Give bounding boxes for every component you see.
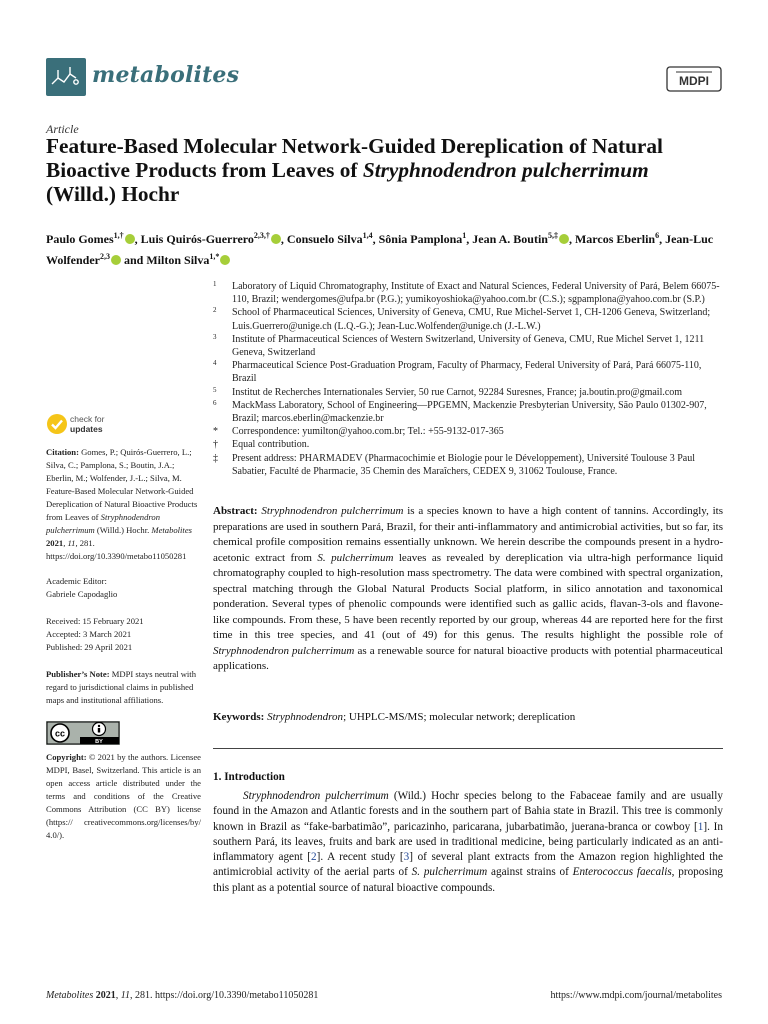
intro-text1: (Wild.) Hochr species belong to the Fabaceae family and are usually found in the Amazon and Atlantic forests and in the southern part of Bahia state in Brazil. This tree is commonly known in Brazil as “fake-barbatimão”, paricazinho, paricarana, jubarbatimão, juerana-branca or cowboy [ — [213, 790, 723, 833]
copyright-text: © 2021 by the authors. Licensee MDPI, Basel, Switzerland. This article is an open access article distributed under the terms and conditions of the Creative Commons Attribution (CC BY) license (https:// creativecommons.org/licenses/by/ 4.0/). — [46, 752, 201, 840]
mdpi-logo-icon — [666, 66, 722, 92]
abstract-label: Abstract: — [213, 505, 258, 517]
author-name: Paulo Gomes — [46, 232, 114, 246]
intro-text5: against strains of — [487, 866, 573, 879]
orcid-icon[interactable] — [220, 255, 230, 265]
cc-label: BY — [95, 739, 103, 745]
citation-species: Stryphnodendron pulcherrimum — [46, 512, 161, 535]
footer-year: 2021 — [93, 990, 116, 1001]
author-affiliation-marker: 1,† — [113, 231, 124, 240]
check-line1: check for — [70, 414, 105, 424]
keywords-label: Keywords: — [213, 711, 265, 723]
affiliation-text: Present address: PHARMADEV (Pharmacochimie et Biologie pour le Développement), Université Toulouse 3 Paul Sabatier, Faculté de Pharmacie, 35 Chemin des Maraîchers, CEDEX 9, 31062 Toulouse, France. — [232, 452, 696, 477]
footer-journal-url[interactable]: https://www.mdpi.com/journal/metabolites — [550, 990, 722, 1001]
introduction-paragraph — [213, 789, 723, 896]
author-separator: , — [134, 232, 141, 246]
affiliation-text: Correspondence: yumilton@yahoo.com.br; Tel.: +55-9132-017-365 — [232, 426, 504, 438]
abstract-text1: is a species known to have a high content of tannins. Accordingly, its preparations are used in southern Pará, Brazil, for their anti-inflammatory and antimicrobial activities, but so far, its chemical profile composition remains essentially unknown. We herein describe the compounds present in a hydro-acetonic extract from — [213, 505, 724, 564]
citation-text2: (Willd.) Hochr. — [94, 525, 152, 535]
author-separator: , — [568, 232, 575, 246]
affiliation-item — [213, 438, 723, 451]
affiliation-item — [213, 425, 723, 438]
citation-text1: Gomes, P.; Quirós-Guerrero, L.; Silva, C.; Pamplona, S.; Boutin, J.A.; Eberlin, M.; Wolfender, J.-L.; Silva, M. Feature-Based Molecular Network-Guided Dereplication of Natural Bioactive Products from Leaves of — [46, 447, 198, 522]
article-type: Article — [46, 122, 79, 136]
check-updates-text — [70, 414, 105, 434]
author-affiliation-marker: 5,‡ — [547, 231, 558, 240]
author-affiliation-marker: 2,3,† — [253, 231, 270, 240]
author-separator: , — [659, 232, 666, 246]
orcid-icon[interactable] — [125, 234, 135, 244]
received-date: Received: 15 February 2021 — [46, 616, 144, 626]
section-divider — [213, 748, 723, 749]
citation — [46, 446, 201, 563]
affiliation-marker: 4 — [213, 359, 217, 368]
page-header — [46, 58, 722, 102]
abstract-species3: Stryphnodendron pulcherrimum — [213, 644, 355, 657]
author-affiliation-marker: 1 — [462, 231, 467, 240]
ref-link-1[interactable]: 1 — [697, 820, 704, 833]
affiliation-marker: 1 — [213, 280, 217, 288]
author-separator: and — [121, 253, 147, 267]
keywords — [213, 710, 723, 725]
footer-journal: Metabolites — [46, 990, 94, 1001]
author-name: Consuelo Silva — [286, 232, 363, 246]
check-for-updates-badge[interactable] — [46, 410, 201, 440]
editor-label: Academic Editor: — [46, 576, 107, 586]
citation-year: 2021 — [46, 538, 64, 548]
accepted-date: Accepted: 3 March 2021 — [46, 629, 132, 639]
author-name: Jean-Luc Wolfender — [46, 232, 714, 267]
abstract — [213, 504, 723, 675]
affiliation-marker: 3 — [213, 332, 217, 341]
author-name: Marcos Eberlin — [574, 232, 656, 246]
abstract-text3: as a renewable source for natural bioactive products with potential pharmaceutical applications. — [213, 644, 723, 672]
affiliation-item — [213, 306, 723, 332]
journal-logo-icon — [46, 58, 86, 96]
affiliation-marker: † — [213, 439, 218, 451]
intro-species3: Enterococcus faecalis — [572, 866, 672, 879]
citation-label: Citation: — [46, 447, 79, 457]
note-label: Publisher’s Note: — [46, 669, 110, 679]
affiliation-item — [213, 386, 723, 399]
affiliation-marker: 5 — [213, 385, 217, 394]
orcid-icon[interactable] — [559, 234, 569, 244]
introduction-heading: 1. Introduction — [213, 771, 285, 783]
affiliation-item — [213, 359, 723, 385]
author-separator: , — [372, 232, 379, 246]
citation-text3[interactable]: , 281. https://doi.org/10.3390/metabo11050281 — [46, 538, 187, 561]
affiliation-text: MackMass Laboratory, School of Engineering—PPGEMN, Mackenzie Presbyterian University, São Paulo 01302-907, Brazil; marcos.eberlin@mackenzie.br — [232, 399, 707, 425]
author-separator: , — [280, 232, 287, 246]
author-name: Sônia Pamplona — [378, 232, 463, 246]
affiliation-text: School of Pharmaceutical Sciences, University of Geneva, CMU, Rue Michel-Servet 1, CH-1206 Geneva, Switzerland; Luis.Guerrero@unige.ch (L.Q.-G.); Jean-Luc.Wolfender@unige.ch (J.-L.W.) — [232, 307, 711, 332]
intro-text4: ] of several plant extracts from the Amazon region highlighted the antimicrobial activity of the aerial parts of — [213, 851, 723, 879]
svg-text:cc: cc — [54, 728, 66, 739]
affiliation-item — [213, 280, 723, 306]
author-name: Luis Quirós-Guerrero — [140, 232, 254, 246]
ref-link-2[interactable]: 2 — [311, 851, 317, 864]
abstract-species2: S. pulcherrimum — [317, 551, 394, 564]
ref-link-3[interactable]: 3 — [403, 851, 410, 864]
academic-editor — [46, 575, 201, 601]
publisher-name: MDPI — [679, 74, 709, 88]
affiliation-text: Pharmaceutical Science Post-Graduation Program, Faculty of Pharmacy, Federal University of Pará, Pará 66075-110, Brazil — [232, 360, 702, 385]
journal-name: metabolites — [92, 62, 240, 88]
title-species: Stryphnodendron pulcherrimum — [362, 158, 649, 182]
abstract-species1: Stryphnodendron pulcherrimum — [261, 505, 404, 517]
title-part2: (Willd.) Hochr — [46, 182, 180, 206]
published-date: Published: 29 April 2021 — [46, 642, 133, 652]
footer-citation — [46, 990, 318, 1001]
affiliation-marker: ‡ — [213, 452, 218, 464]
author-name: Jean A. Boutin — [472, 232, 548, 246]
title-part1: Feature-Based Molecular Network-Guided Dereplication of Natural Bioactive Products from Leaves of — [46, 134, 663, 182]
orcid-icon[interactable] — [271, 234, 281, 244]
author-list — [46, 227, 722, 269]
intro-species1: Stryphnodendron pulcherrimum — [243, 790, 389, 802]
affiliation-item — [213, 399, 723, 425]
copyright-label: Copyright: — [46, 752, 87, 762]
affiliation-item — [213, 452, 723, 478]
footer-volume: , 11 — [115, 990, 130, 1001]
publisher-note — [46, 668, 201, 707]
check-line2: updates — [70, 424, 103, 434]
affiliation-marker: * — [213, 426, 218, 438]
affiliation-marker: 6 — [213, 398, 217, 407]
citation-journal: Metabolites — [151, 525, 192, 535]
check-updates-icon — [46, 413, 68, 435]
footer-doi[interactable]: , 281. https://doi.org/10.3390/metabo11050281 — [129, 990, 319, 1001]
affiliation-text: Institute of Pharmaceutical Sciences of Western Switzerland, University of Geneva, CMU, Rue Michel Servet 1, 1211 Geneva, Switzerland — [232, 333, 705, 359]
copyright — [46, 751, 201, 842]
affiliation-text: Laboratory of Liquid Chromatography, Institute of Exact and Natural Sciences, Federal University of Pará, Belem 66075-110, Brazil; wendergomes@ufpa.br (P.G.); yumikoyoshioka@yahoo.com.br (C.S.); sgpamplona@yahoo.com.br (S.P.) — [232, 281, 720, 306]
intro-text3: ]. A recent study [ — [316, 851, 404, 864]
affiliation-text: Equal contribution. — [232, 439, 310, 451]
sidebar — [46, 410, 201, 842]
intro-text6: , proposing this plant as a potential source of natural bioactive compounds. — [213, 866, 724, 894]
abstract-text2: leaves as revealed by dereplication via ultra-high performance liquid chromatography coupled to high-resolution mass spectrometry. The data were combined with spectral organization, spectral matching through the Global Natural Products Social platform, in silico annotation and taxonomical ponderation. Several types of phenolic compounds were identified such as gallic acids, flavan-3-ols and flavone-like compounds. From these, 5 have been recently reported by our group, whereas 44 are reported here for the first time in this tree species, and 41 (out of 49) for this genus. The results highlight the possible role of — [213, 551, 723, 641]
dates — [46, 615, 201, 654]
affiliation-list — [213, 280, 723, 478]
citation-volume: , 11 — [63, 538, 76, 548]
affiliation-item — [213, 333, 723, 359]
orcid-icon[interactable] — [111, 255, 121, 265]
editor-name: Gabriele Capodaglio — [46, 589, 118, 599]
intro-species2: S. pulcherrimum — [411, 866, 488, 879]
author-affiliation-marker: 6 — [655, 231, 660, 240]
affiliation-marker: 2 — [213, 306, 217, 315]
author-name: Milton Silva — [146, 253, 210, 267]
author-affiliation-marker: 2,3 — [100, 252, 110, 261]
cc-by-license-icon[interactable] — [46, 721, 120, 745]
article-title — [46, 134, 722, 206]
keyword-genus: Stryphnodendron — [267, 711, 344, 723]
note-text: MDPI stays neutral with regard to jurisdictional claims in published maps and institutional affiliations. — [46, 669, 196, 705]
author-separator: , — [466, 232, 473, 246]
author-affiliation-marker: 1,4 — [362, 231, 373, 240]
author-affiliation-marker: 1,* — [209, 252, 220, 261]
keywords-rest: ; UHPLC-MS/MS; molecular network; dereplication — [343, 711, 576, 723]
affiliation-text: Institut de Recherches Internationales Servier, 50 rue Carnot, 92284 Suresnes, France; ja.boutin.pro@gmail.com — [232, 386, 683, 398]
intro-text2: ]. In southern Pará, its leaves, fruits and bark are used in traditional medicine, being particularly indicated as an anti-inflammatory agent [ — [213, 820, 723, 864]
